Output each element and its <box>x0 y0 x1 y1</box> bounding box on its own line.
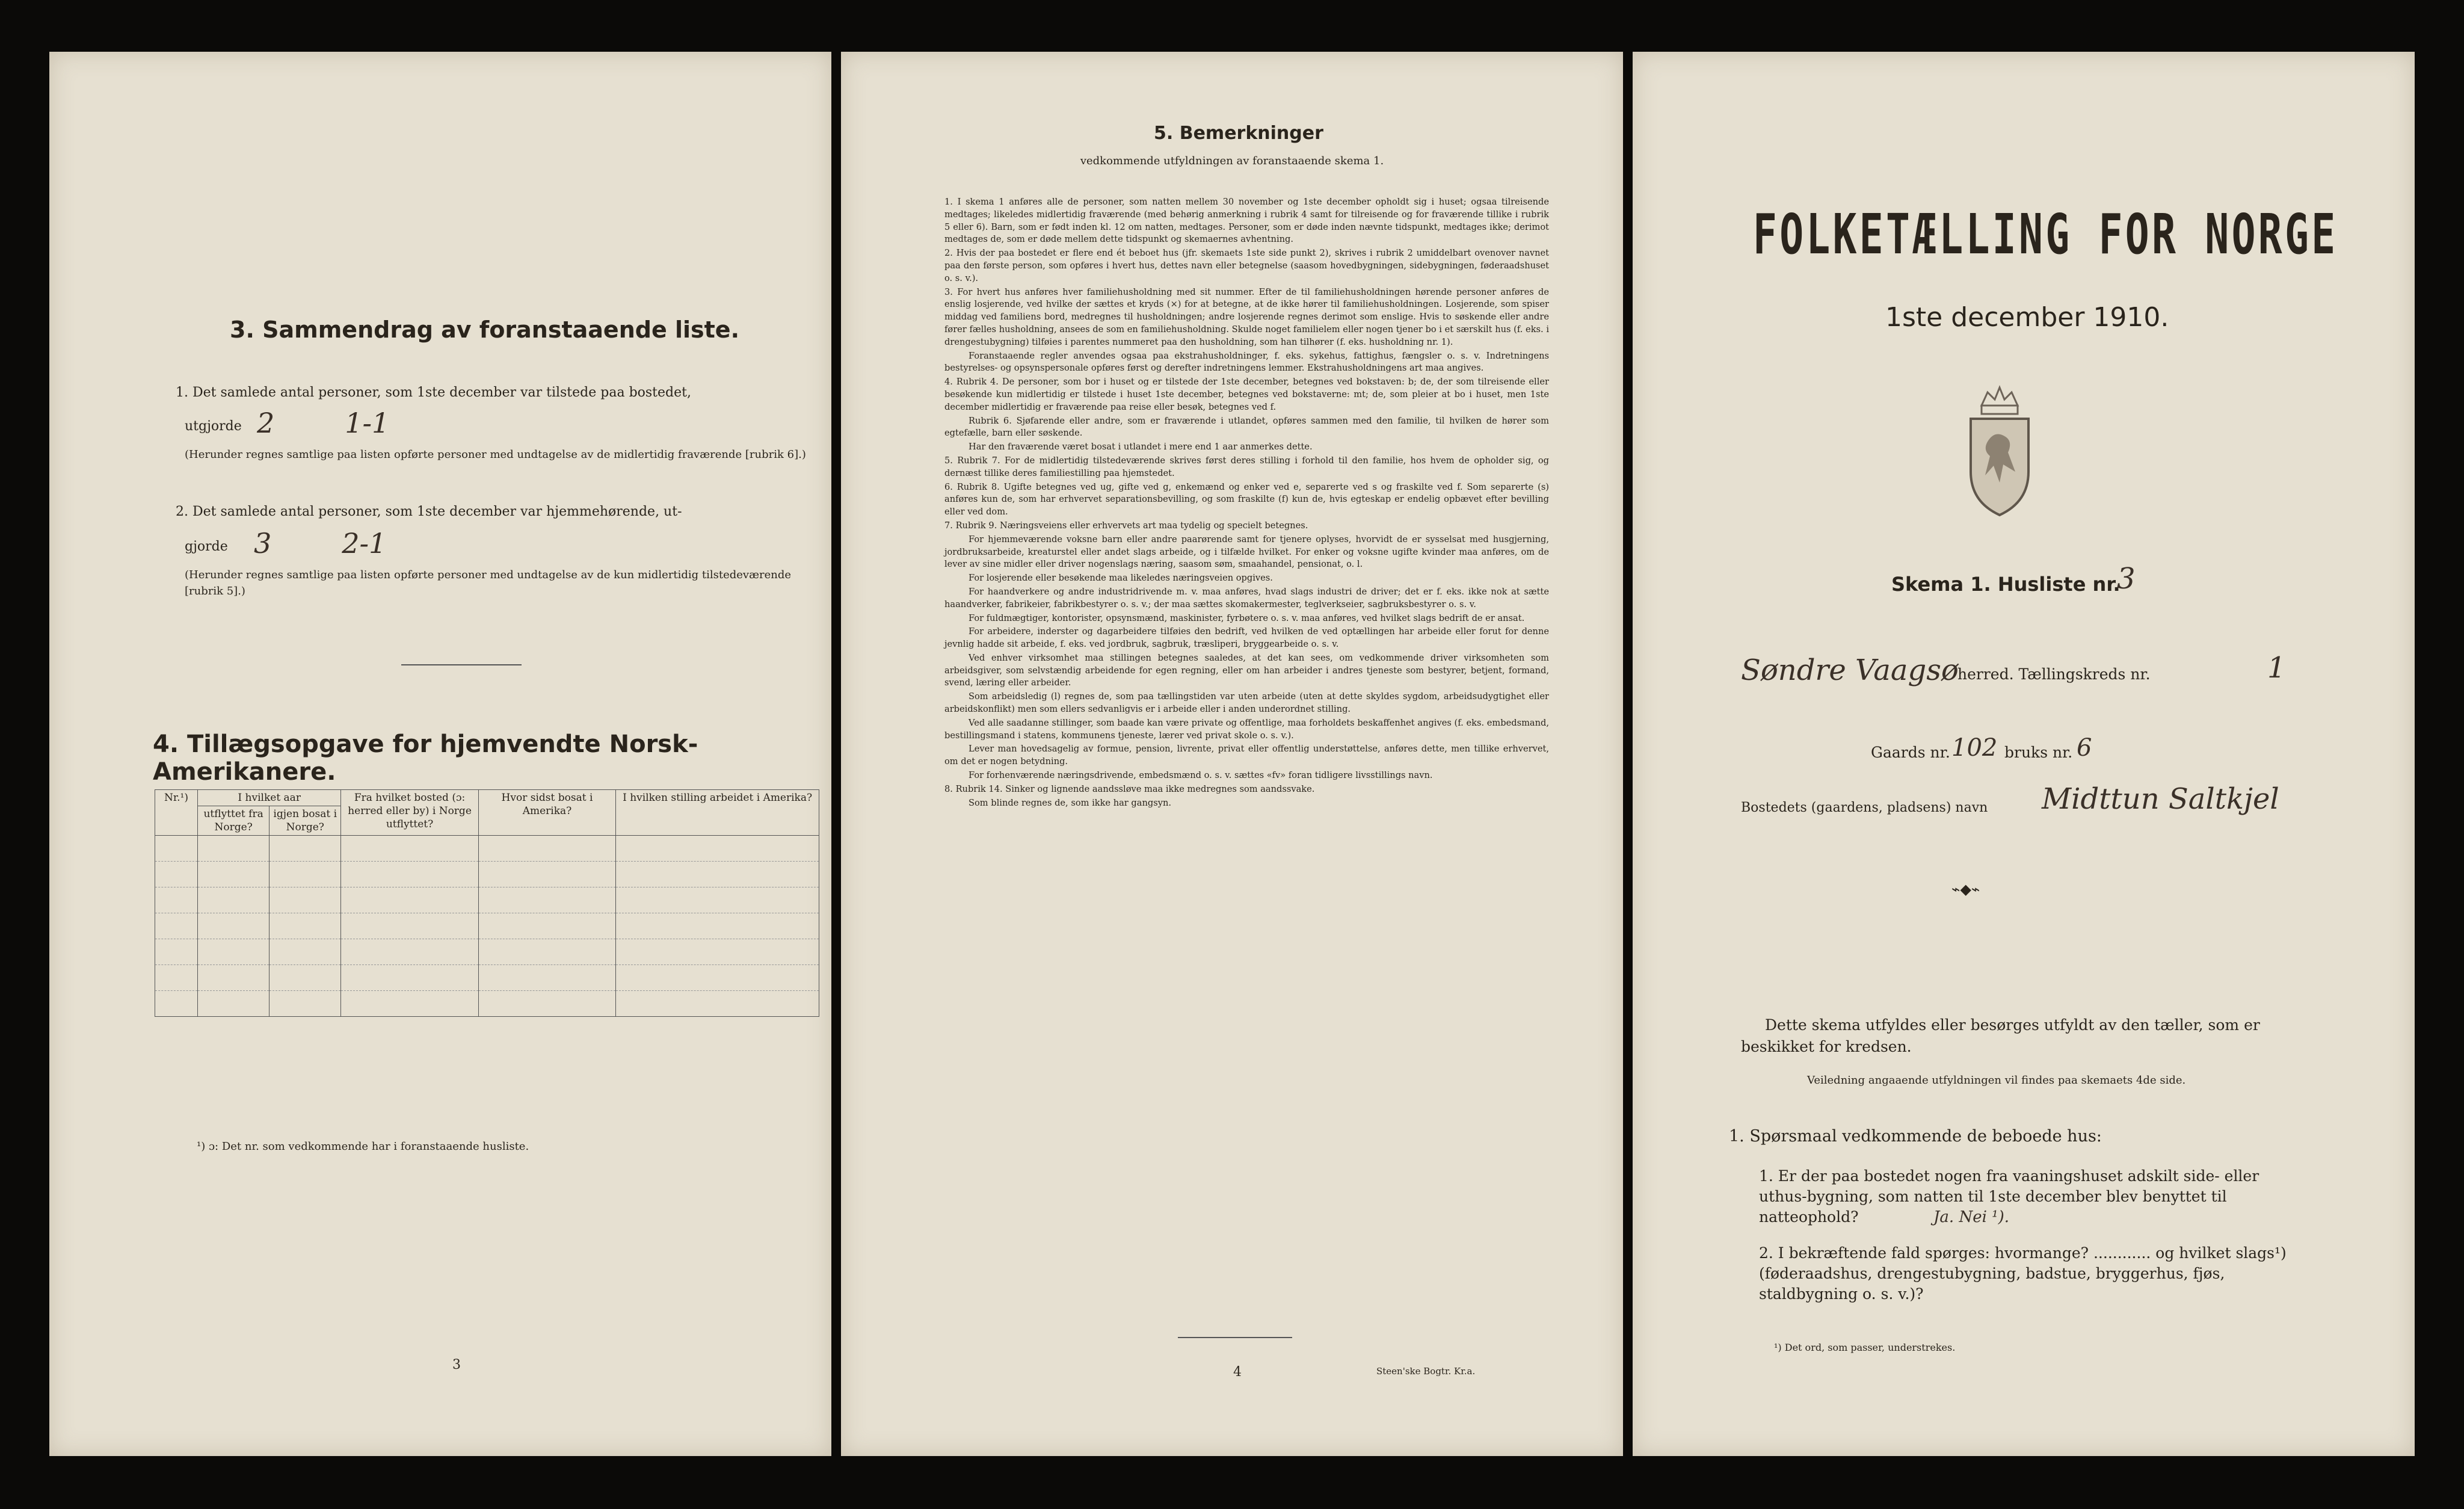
col-utflyttet: utflyttet fra Norge? <box>198 806 270 836</box>
question-1-answer: Ja. Nei ¹). <box>1933 1208 2010 1226</box>
bruks-label: bruks nr. <box>2004 744 2073 761</box>
remark-paragraph: 8. Rubrik 14. Sinker og lignende aandssløve maa ikke medregnes som aandssvake. <box>944 783 1315 794</box>
section3-item1-handwriting: 2 1-1 <box>257 407 390 439</box>
remark-paragraph: Som blinde regnes de, som ikke har gangsyn. <box>969 797 1171 808</box>
norsk-amerikanere-table <box>155 789 819 1017</box>
remark-paragraph: For fuldmægtiger, kontorister, opsynsmænd, maskinister, fyrbøtere o. s. v. maa anføres, ved hvilket slags bedrift de er ansat. <box>969 613 1525 623</box>
remark-paragraph: 4. Rubrik 4. De personer, som bor i huset og er tilstede der 1ste december, betegnes ved bokstaven: b; de, der som tilreisende eller besøkende kun midlertidig er tilstede i huset 1ste december, betegnes ved bokstaverne: mt; de, som pleier at bo i huset, men 1ste december midlertidig er fraværende paa reise eller besøk, betegnes ved f. <box>944 377 1549 412</box>
remark-paragraph: Ved enhver virksomhet maa stillingen betegnes saaledes, at det kan sees, om vedkommende driver virksomheten som arbeidsgiver, som selvstændig arbeidende for egen regning, eller om han arbeider i andres tjeneste som bestyrer, betjent, formand, svend, læring eller arbeider. <box>944 652 1549 688</box>
husliste-number-handwriting: 3 <box>2117 562 2136 596</box>
divider <box>401 664 522 665</box>
remark-paragraph: For forhenværende næringsdrivende, embedsmænd o. s. v. sættes «fv» foran tidligere livsstillings navn. <box>969 770 1433 781</box>
gaards-label: Gaards nr. <box>1871 744 1950 761</box>
remark-paragraph: 3. For hvert hus anføres hver familiehusholdning med sit nummer. Efter de til familiehusholdningen hørende personer anføres de enslig losjerende, ved hvilke der sættes et kryds (×) for at betegne, at de ikke hører til familiehusholdningen. Losjerende, som spiser middag ved familiens bord, medregnes til husholdningen; andre losjerende regnes derimot som enslige. Hvis to søskende eller andre fører fælles husholdning, ansees de som en familiehusholdning. Skulde noget familielem eller nogen tjener bo i et særskilt hus (f. eks. i drengestubygning) tilføies i parentes nummeret paa den husholdning, som han tilhører (f. eks. husholdning nr. 1). <box>944 286 1549 347</box>
bosted-label: Bostedets (gaardens, pladsens) navn <box>1741 800 1988 815</box>
remark-paragraph: 1. I skema 1 anføres alle de personer, som natten mellem 30 november og 1ste december opholdt sig i huset; ogsaa tilreisende medtages; likeledes midlertidig fraværende (med behørig anmerkning i rubrik 4 samt for tilreisende og for fraværende tillike i rubrik 5 eller 6). Barn, som er født inden kl. 12 om natten, medtages. Personer, som er døde inden nævnte tidspunkt, medtages ikke; derimot medtages de, som er døde mellem dette tidspunkt og skemaernes avhentning. <box>944 197 1549 245</box>
remark-paragraph: Har den fraværende været bosat i utlandet i mere end 1 aar anmerkes dette. <box>969 442 1313 452</box>
question-2: 2. I bekræftende fald spørges: hvormange? ............ og hvilket slags¹) (føderaadshus, drengestubygning, badstue, bryggerhus, fjøs, staldbygning o. s. v.)? <box>1759 1244 2287 1303</box>
page-right <box>1633 52 2415 1456</box>
remark-paragraph: 5. Rubrik 7. For de midlertidig tilstedeværende skrives først deres stilling i forhold til den familie, hos hvem de opholder sig, og dernæst tillike deres familiestilling paa hjemstedet. <box>944 455 1549 478</box>
document-title: FOLKETÆLLING FOR NORGE <box>1753 202 2338 267</box>
remarks-body <box>944 196 1549 810</box>
herred-handwriting: Søndre Vaagsø <box>1741 653 1959 687</box>
norwegian-lion-coat-of-arms-icon <box>1957 381 2042 520</box>
skema-label: Skema 1. Husliste nr. <box>1891 573 2121 596</box>
col-nr: Nr.¹) <box>155 790 198 836</box>
section4-footnote: ¹) ɔ: Det nr. som vedkommende har i foranstaaende husliste. <box>197 1140 529 1153</box>
question-1: 1. Er der paa bostedet nogen fra vaaningshuset adskilt side- eller uthus-bygning, som natten til 1ste december blev benyttet til natteophold? <box>1759 1167 2259 1226</box>
section4-title: 4. Tillægsopgave for hjemvendte Norsk-Amerikanere. <box>153 730 698 786</box>
instruction-small: Veiledning angaaende utfyldningen vil findes paa skemaets 4de side. <box>1807 1074 2186 1087</box>
instruction-text: Dette skema utfyldes eller besørges utfyldt av den tæller, som er beskikket for kredsen. <box>1741 1016 2260 1055</box>
remark-paragraph: 2. Hvis der paa bostedet er flere end ét beboet hus (jfr. skemaets 1ste side punkt 2), skrives i rubrik 2 umiddelbart ovenover navnet paa den første person, som opføres i hvert hus, dettes navn eller betegnelse (saasom hovedbygningen, sidebygningen, føderaadshuset o. s. v.). <box>944 248 1549 283</box>
col-group-aar: I hvilket aar <box>198 790 341 806</box>
table-row <box>155 913 819 939</box>
section3-item1-label: utgjorde <box>185 419 242 434</box>
remark-paragraph: For losjerende eller besøkende maa likeledes næringsveien opgives. <box>969 573 1273 584</box>
remark-paragraph: Som arbeidsledig (l) regnes de, som paa tællingstiden var uten arbeide (uten at dette skyldes sygdom, arbeidsudygtighet eller arbeidskonflikt) men som ellers sedvanligvis er i arbeide eller i anden underordnet stilling. <box>944 691 1549 715</box>
remarks-subtitle: vedkommende utfyldningen av foranstaaende skema 1. <box>1080 155 1384 167</box>
remark-paragraph: For hjemmeværende voksne barn eller andre paarørende samt for tjenere oplyses, hvorvidt de er sysselsat med husgjerning, jordbruksarbeide, kreaturstel eller andet slags arbeide, og i tilfælde hvilket. For enker og voksne ugifte kvinder maa anføres, om de lever av sine midler eller driver nogenslags næring, saasom søm, smaahandel, pensionat, o. l. <box>944 534 1549 570</box>
remark-paragraph: For arbeidere, inderster og dagarbeidere tilføies den bedrift, ved hvilken de ved optællingen har arbeide eller forut for denne jevnlig hadde sit arbeide, f. eks. ved jordbruk, sagbruk, træsliperi, bryggearbeide o. s. v. <box>944 626 1549 650</box>
section3-item2: 2. Det samlede antal personer, som 1ste december var hjemmehørende, ut- <box>176 504 682 519</box>
question-section-title: 1. Spørsmaal vedkommende de beboede hus: <box>1729 1127 2102 1146</box>
section3-item2-label: gjorde <box>185 539 228 554</box>
remark-paragraph: Lever man hovedsagelig av formue, pension, livrente, privat eller offentlig understøttelse, anføres dette, men tillike erhvervet, om det er nogen betydning. <box>944 744 1549 767</box>
herred-label: herred. Tællingskreds nr. <box>1957 665 2151 683</box>
remark-paragraph: 7. Rubrik 9. Næringsveiens eller erhvervets art maa tydelig og specielt betegnes. <box>944 520 1308 531</box>
ornament-divider: ⌁◆⌁ <box>1951 881 1980 898</box>
col-stilling: I hvilken stilling arbeidet i Amerika? <box>616 790 819 836</box>
page-number: 4 <box>1233 1365 1242 1380</box>
census-date: 1ste december 1910. <box>1885 302 2169 333</box>
col-hvor-bosat: Hvor sidst bosat i Amerika? <box>478 790 615 836</box>
table-row <box>155 862 819 887</box>
printer-mark: Steen'ske Bogtr. Kr.a. <box>1376 1366 1476 1377</box>
remark-paragraph: Foranstaaende regler anvendes ogsaa paa ekstrahusholdninger, f. eks. sykehus, fattighus, fængsler o. s. v. Indretningens bestyrelses- og opsynspersonale opføres først og derefter indretningens lemmer. Ekstrahusholdningens art maa angives. <box>944 350 1549 374</box>
section3-item1-note: (Herunder regnes samtlige paa listen opførte personer med undtagelse av de midlertidig fraværende [rubrik 6].) <box>185 448 806 461</box>
section3-item2-note: (Herunder regnes samtlige paa listen opførte personer med undtagelse av de kun midlertidig tilstedeværende [rubrik 5].) <box>185 569 792 597</box>
kreds-handwriting: 1 <box>2267 651 2286 685</box>
remark-paragraph: Rubrik 6. Sjøfarende eller andre, som er fraværende i utlandet, opføres sammen med den familie, til hvilken de hører som egtefælle, barn eller søskende. <box>944 415 1549 439</box>
table-row <box>155 836 819 862</box>
table-row <box>155 965 819 991</box>
question-footnote: ¹) Det ord, som passer, understrekes. <box>1774 1342 1956 1353</box>
col-fra-bosted: Fra hvilket bosted (ɔ: herred eller by) i Norge utflyttet? <box>341 790 478 836</box>
table-row <box>155 887 819 913</box>
bruks-handwriting: 6 <box>2077 734 2092 762</box>
remark-paragraph: Ved alle saadanne stillinger, som baade kan være private og offentlige, maa forholdets beskaffenhet angives (f. eks. embedsmand, bestillingsmand i statens, kommunens tjeneste, lærer ved privat skole o. s. v.). <box>944 717 1549 741</box>
page-middle <box>841 52 1623 1456</box>
divider <box>1178 1337 1292 1338</box>
page-left <box>49 52 831 1456</box>
col-igjen: igjen bosat i Norge? <box>270 806 341 836</box>
section3-item1: 1. Det samlede antal personer, som 1ste december var tilstede paa bostedet, <box>176 385 691 400</box>
remark-paragraph: 6. Rubrik 8. Ugifte betegnes ved ug, gifte ved g, enkemænd og enker ved e, separerte ved s og fraskilte ved f. Som separerte (s) anføres kun de, som har erhvervet separationsbevilling, og som fraskilte (f) kun de, hvis egteskap er endelig opbævet efter bevilling eller ved dom. <box>944 481 1549 517</box>
table-row <box>155 991 819 1017</box>
section3-item2-handwriting: 3 2-1 <box>254 527 387 560</box>
gaards-handwriting: 102 <box>1951 734 1998 762</box>
section3-title: 3. Sammendrag av foranstaaende liste. <box>230 316 740 343</box>
remark-paragraph: For haandverkere og andre industridrivende m. v. maa anføres, hvad slags industri de driver; det er f. eks. ikke nok at sætte haandverker, fabrikeier, fabrikbestyrer o. s. v.; der maa sættes skomakermester, teglverkseier, sagbruksbestyrer o. s. v. <box>944 586 1549 609</box>
table-row <box>155 939 819 965</box>
page-number: 3 <box>452 1357 461 1372</box>
bosted-handwriting: Midttun Saltkjel <box>2042 782 2279 816</box>
remarks-title: 5. Bemerkninger <box>1154 123 1323 144</box>
